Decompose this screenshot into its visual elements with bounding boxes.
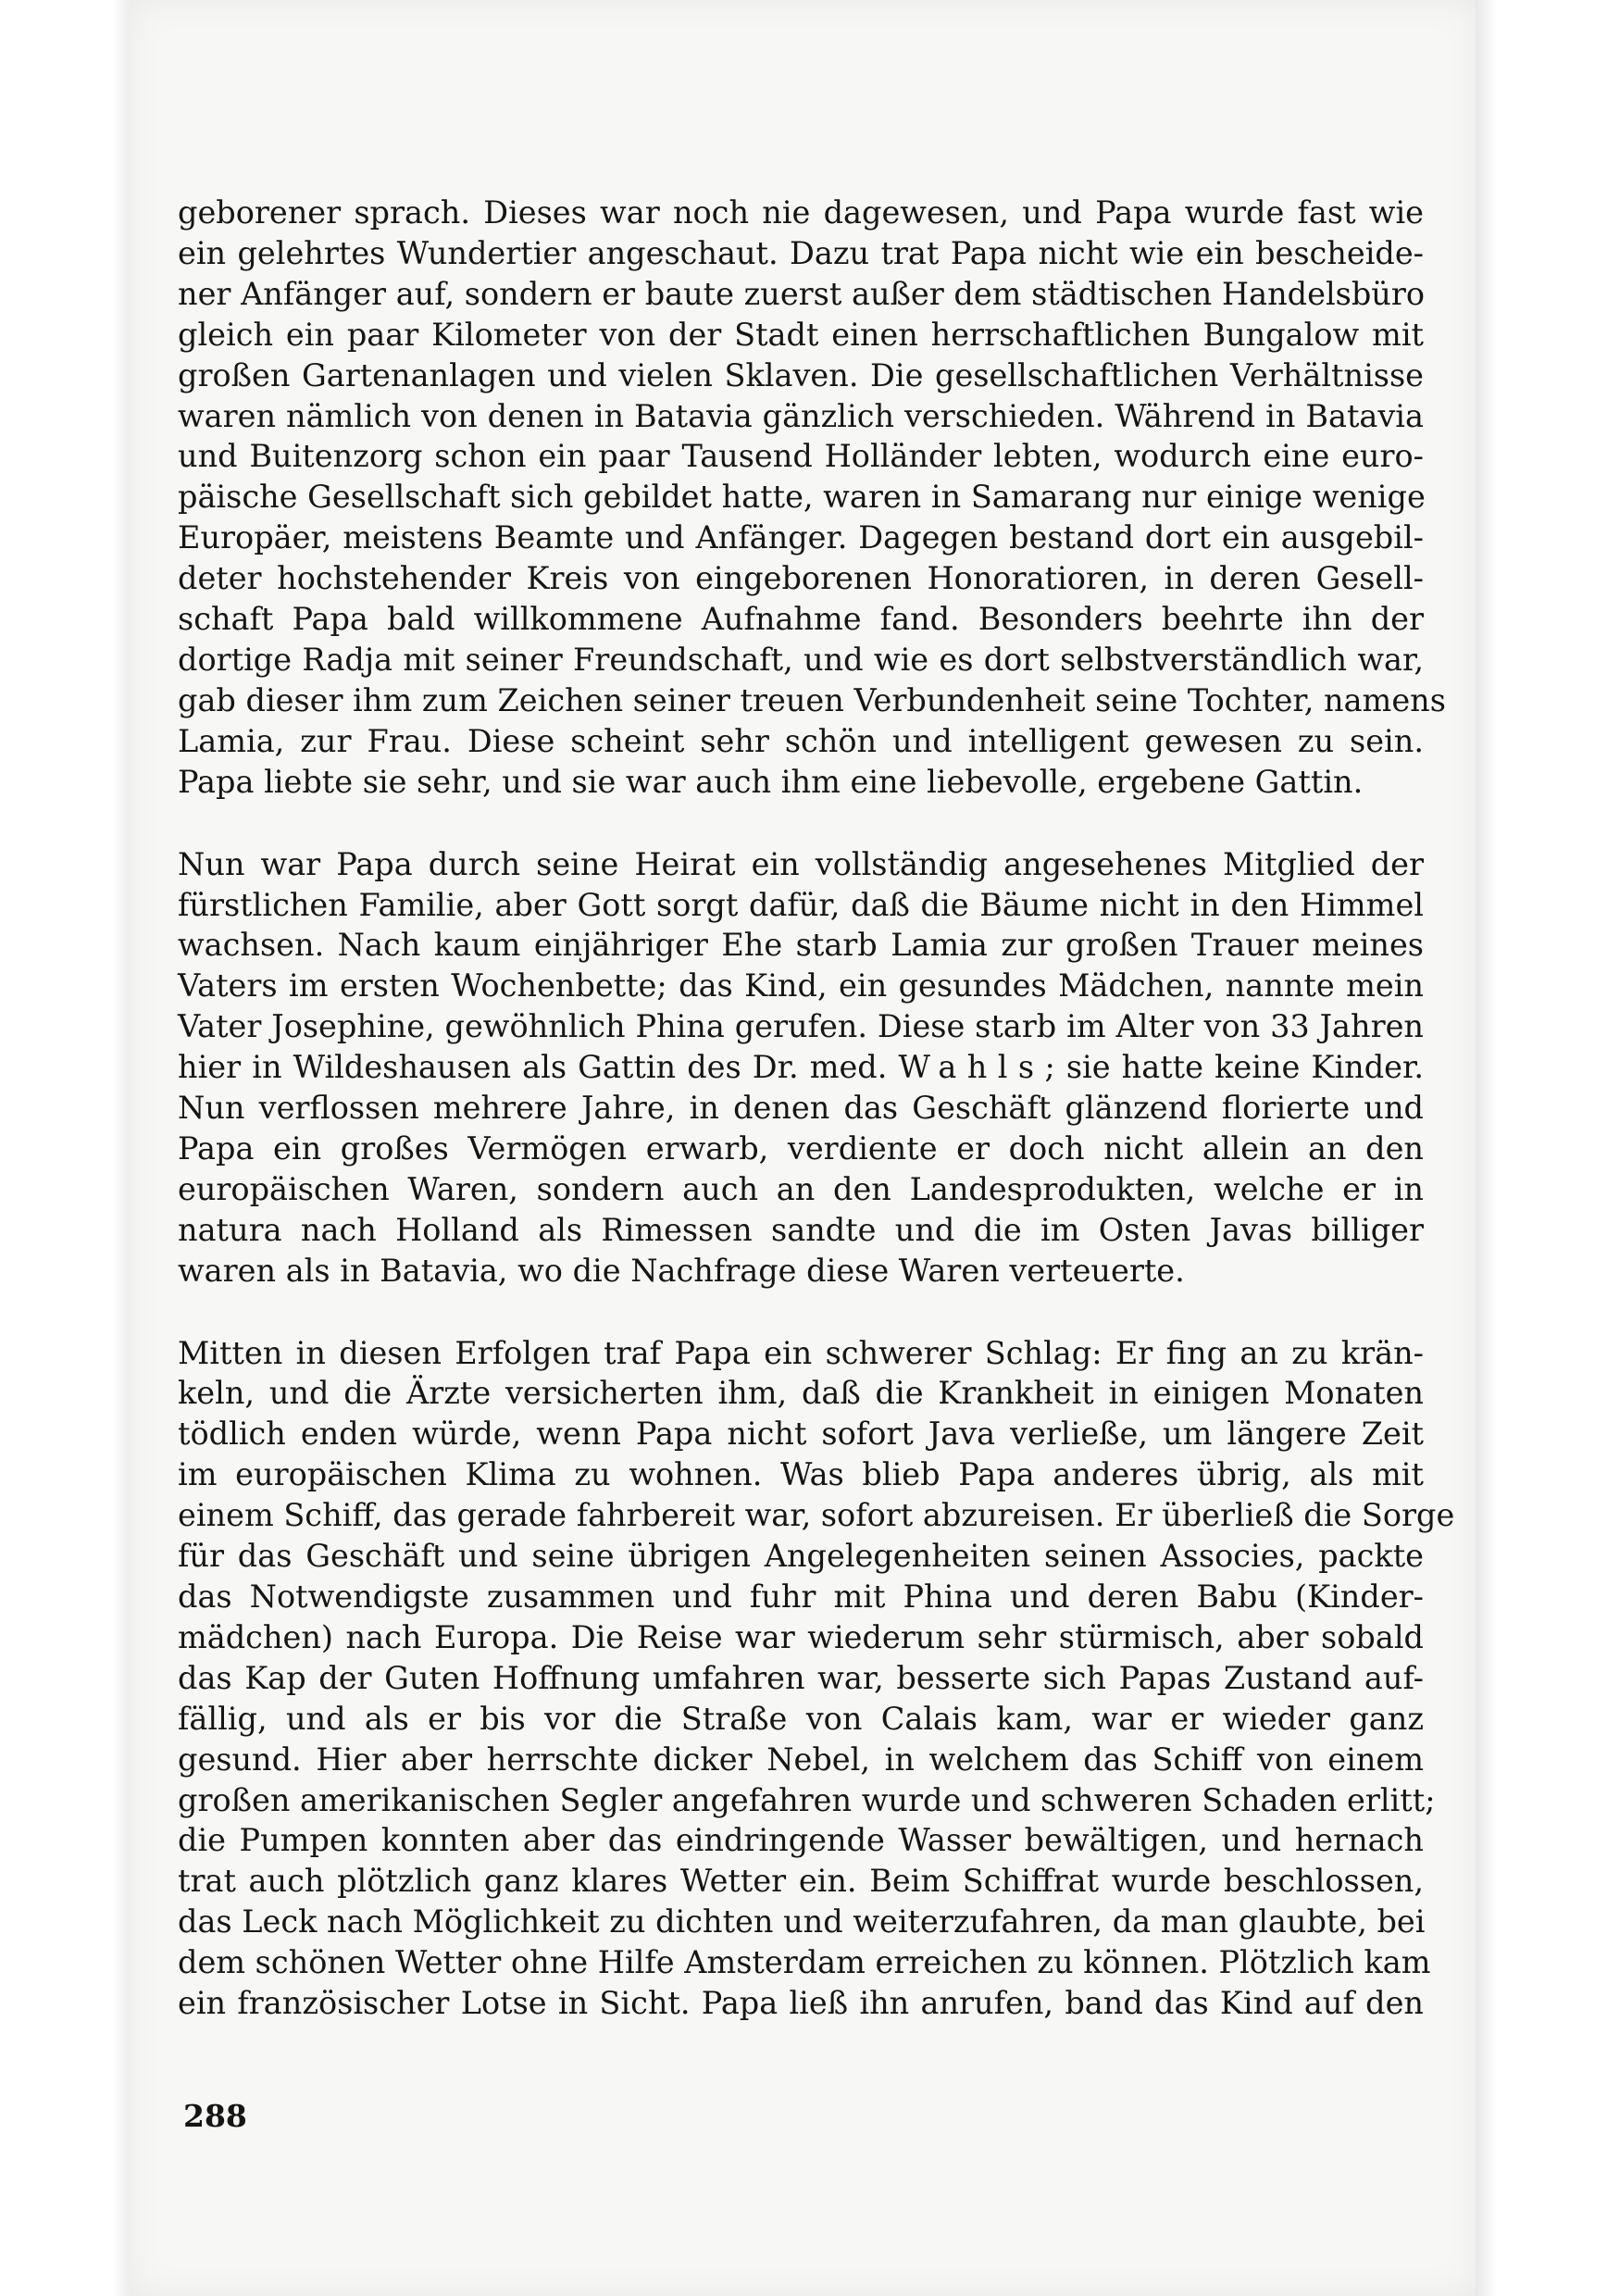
scan-edge-left xyxy=(111,0,131,2296)
text-line: das Notwendigste zusammen und fuhr mit Phina und deren Babu (Kinder- xyxy=(178,1578,1424,1615)
text-line: das Leck nach Möglichkeit zu dichten und weiterzufahren, da man glaubte, bei xyxy=(178,1903,1426,1940)
text-line: Papa liebte sie sehr, und sie war auch ihm eine liebevolle, ergebene Gattin. xyxy=(178,763,1364,800)
text-line: Nun war Papa durch seine Heirat ein vollständig angesehenes Mitglied der xyxy=(178,845,1424,882)
text-line: mädchen) nach Europa. Die Reise war wiederum sehr stürmisch, aber sobald xyxy=(178,1618,1424,1655)
text-line: gab dieser ihm zum Zeichen seiner treuen Verbundenheit seine Tochter, namens xyxy=(178,681,1446,718)
text-line: Vaters im ersten Wochenbette; das Kind, ein gesundes Mädchen, nannte mein xyxy=(178,967,1424,1004)
text-line: Nun verflossen mehrere Jahre, in denen das Geschäft glänzend florierte und xyxy=(178,1090,1424,1127)
text-line: Lamia, zur Frau. Diese scheint sehr schön und intelligent gewesen zu sein. xyxy=(178,722,1424,759)
text-line: dortige Radja mit seiner Freundschaft, und wie es dort selbstverständlich war, xyxy=(178,641,1424,678)
text-line: im europäischen Klima zu wohnen. Was blieb Papa anderes übrig, als mit xyxy=(178,1456,1424,1493)
page-number: 288 xyxy=(183,2098,247,2134)
paragraph-1 xyxy=(178,193,1446,803)
spaced-surname: Wahls xyxy=(898,1049,1045,1086)
text-line: europäischen Waren, sondern auch an den Landesprodukten, welche er in xyxy=(178,1170,1424,1207)
text-line: gleich ein paar Kilometer von der Stadt einen herrschaftlichen Bungalow mit xyxy=(178,316,1424,353)
body-text xyxy=(178,193,1455,2024)
text-line: geborener sprach. Dieses war noch nie dagewesen, und Papa wurde fast wie xyxy=(178,194,1424,231)
text-line: keln, und die Ärzte versicherten ihm, daß die Krankheit in einigen Monaten xyxy=(178,1375,1424,1412)
text-line: für das Geschäft und seine übrigen Angelegenheiten seinen Associes, packte xyxy=(178,1538,1424,1575)
text-line: dem schönen Wetter ohne Hilfe Amsterdam erreichen zu können. Plötzlich kam xyxy=(178,1944,1431,1981)
text-line: natura nach Holland als Rimessen sandte und die im Osten Javas billiger xyxy=(178,1211,1424,1248)
text-line: gesund. Hier aber herrschte dicker Nebel, in welchem das Schiff von einem xyxy=(178,1741,1424,1778)
text-line: Papa ein großes Vermögen erwarb, verdiente er doch nicht allein an den xyxy=(178,1129,1424,1167)
text-line: päische Gesellschaft sich gebildet hatte, waren in Samarang nur einige wenige xyxy=(178,479,1426,516)
text-line: die Pumpen konnten aber das eindringende Wasser bewältigen, und hernach xyxy=(178,1822,1424,1859)
text-line: Europäer, meistens Beamte und Anfänger. Dagegen bestand dort ein ausgebil- xyxy=(178,519,1424,556)
text-line: ner Anfänger auf, sondern er baute zuerst außer dem städtischen Handelsbüro xyxy=(178,275,1426,312)
scan-edge-right xyxy=(1476,0,1498,2296)
text-line: ein französischer Lotse in Sicht. Papa ließ ihn anrufen, band das Kind auf den xyxy=(178,1985,1424,2022)
line-text-after-name: ; sie hatte keine Kinder. xyxy=(1044,1049,1424,1086)
text-line: Vater Josephine, gewöhnlich Phina gerufen. Diese starb im Alter von 33 Jahren xyxy=(178,1008,1424,1045)
text-line: waren nämlich von denen in Batavia gänzlich verschieden. Während in Batavia xyxy=(178,397,1424,434)
paragraph-3 xyxy=(178,1333,1455,2024)
text-line: deter hochstehender Kreis von eingeborenen Honoratioren, in deren Gesell- xyxy=(178,560,1424,597)
text-line: wachsen. Nach kaum einjähriger Ehe starb Lamia zur großen Trauer meines xyxy=(178,927,1424,964)
text-line: schaft Papa bald willkommene Aufnahme fand. Besonders beehrte ihn der xyxy=(178,601,1424,638)
text-line: großen Gartenanlagen und vielen Sklaven. Die gesellschaftlichen Verhältnisse xyxy=(178,356,1424,393)
text-line: ein gelehrtes Wundertier angeschaut. Dazu trat Papa nicht wie ein bescheide- xyxy=(178,234,1424,271)
text-line: fällig, und als er bis vor die Straße von Calais kam, war er wieder ganz xyxy=(178,1700,1424,1737)
text-line: das Kap der Guten Hoffnung umfahren war, besserte sich Papas Zustand auf- xyxy=(178,1659,1424,1696)
text-line: und Buitenzorg schon ein paar Tausend Holländer lebten, wodurch eine euro- xyxy=(178,438,1424,475)
text-line: großen amerikanischen Segler angefahren wurde und schweren Schaden erlitt; xyxy=(178,1781,1436,1818)
line-text-before-name: hier in Wildeshausen als Gattin des Dr. med. xyxy=(178,1049,888,1086)
paragraph-2 xyxy=(178,844,1424,1292)
text-line: trat auch plötzlich ganz klares Wetter ein. Beim Schiffrat wurde beschlossen, xyxy=(178,1863,1424,1900)
text-line-with-spaced-name xyxy=(178,1047,1424,1088)
text-line: einem Schiff, das gerade fahrbereit war, sofort abzureisen. Er überließ die Sorge xyxy=(178,1497,1455,1534)
text-line: Mitten in diesen Erfolgen traf Papa ein schwerer Schlag: Er fing an zu krän- xyxy=(178,1334,1424,1371)
text-line: fürstlichen Familie, aber Gott sorgt dafür, daß die Bäume nicht in den Himmel xyxy=(178,886,1424,923)
text-line: tödlich enden würde, wenn Papa nicht sofort Java verließe, um längere Zeit xyxy=(178,1416,1424,1453)
text-line: waren als in Batavia, wo die Nachfrage diese Waren verteuerte. xyxy=(178,1252,1185,1289)
